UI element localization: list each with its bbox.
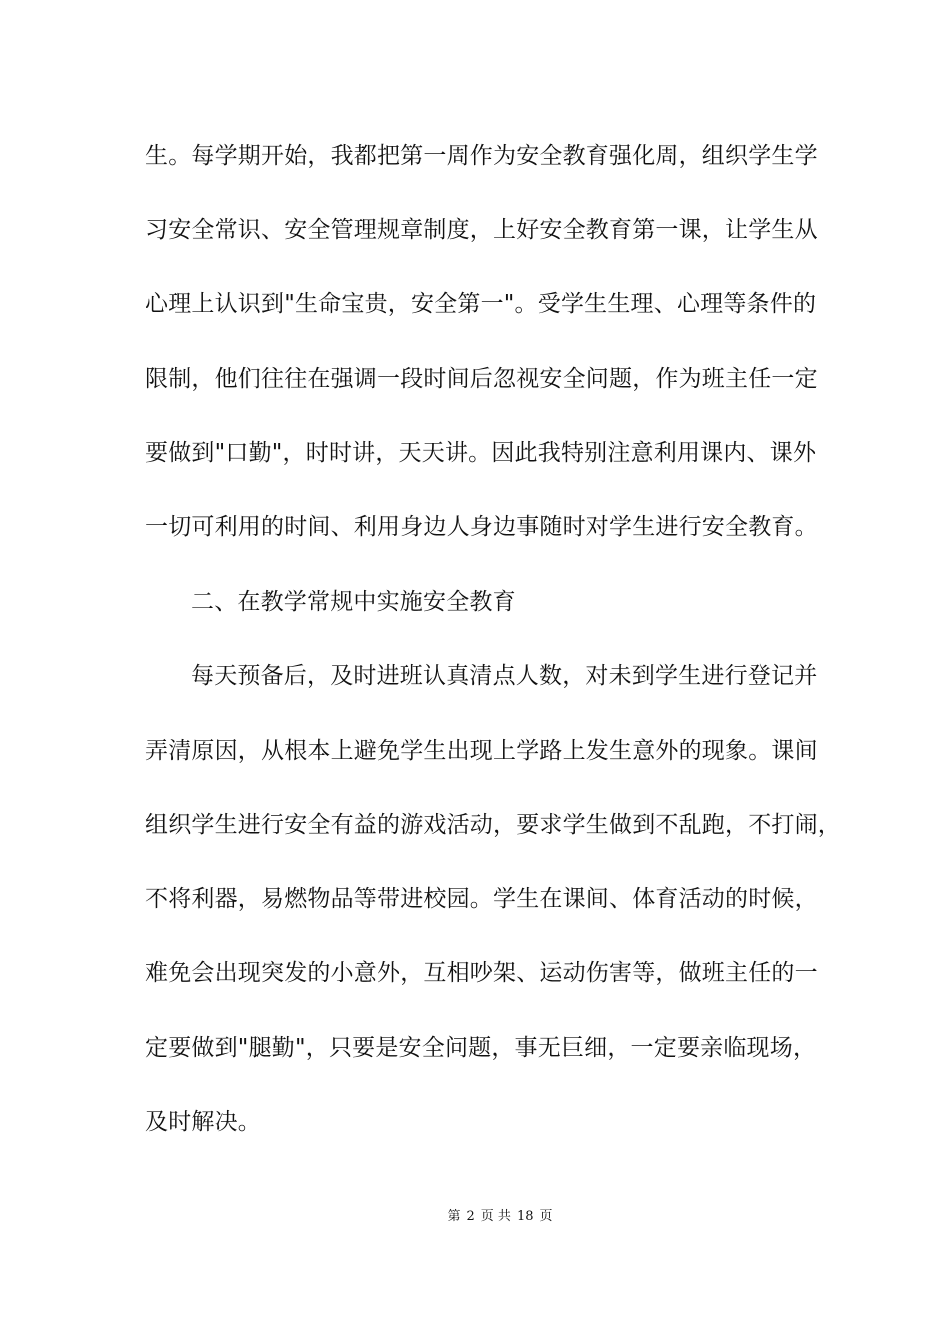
footer-suffix: 页 [539, 1209, 553, 1224]
footer-middle: 页 共 [480, 1209, 511, 1224]
footer-total-pages: 18 [516, 1209, 534, 1224]
paragraph-line: 每天预备后，及时进班认真清点人数，对未到学生进行登记并 [191, 663, 818, 689]
paragraph-line: 不将利器，易燃物品等带进校园。学生在课间、体育活动的时候， [145, 886, 818, 912]
paragraph-line: 一切可利用的时间、利用身边人身边事随时对学生进行安全教育。 [145, 514, 818, 540]
paragraph-line: 限制，他们往往在强调一段时间后忽视安全问题，作为班主任一定 [145, 366, 818, 392]
paragraph-line: 习安全常识、安全管理规章制度，上好安全教育第一课，让学生从 [145, 217, 818, 243]
paragraph-line: 组织学生进行安全有益的游戏活动，要求学生做到不乱跑，不打闹， [145, 812, 841, 838]
footer-prefix: 第 [447, 1209, 461, 1224]
paragraph-line: 生。每学期开始，我都把第一周作为安全教育强化周，组织学生学 [145, 143, 818, 169]
paragraph-line: 要做到"口勤"，时时讲，天天讲。因此我特别注意利用课内、课外 [145, 440, 817, 466]
paragraph-line: 弄清原因，从根本上避免学生出现上学路上发生意外的现象。课间 [145, 738, 818, 764]
paragraph-line: 心理上认识到"生命宝贵，安全第一"。受学生生理、心理等条件的 [145, 291, 817, 317]
section-heading: 二、在教学常规中实施安全教育 [191, 589, 516, 615]
page-footer [0, 1208, 950, 1226]
footer-page-number: 2 [466, 1209, 475, 1224]
paragraph-line: 定要做到"腿勤"，只要是安全问题，事无巨细，一定要亲临现场， [145, 1035, 817, 1061]
paragraph-line: 难免会出现突发的小意外，互相吵架、运动伤害等，做班主任的一 [145, 960, 818, 986]
paragraph-line: 及时解决。 [145, 1109, 261, 1135]
